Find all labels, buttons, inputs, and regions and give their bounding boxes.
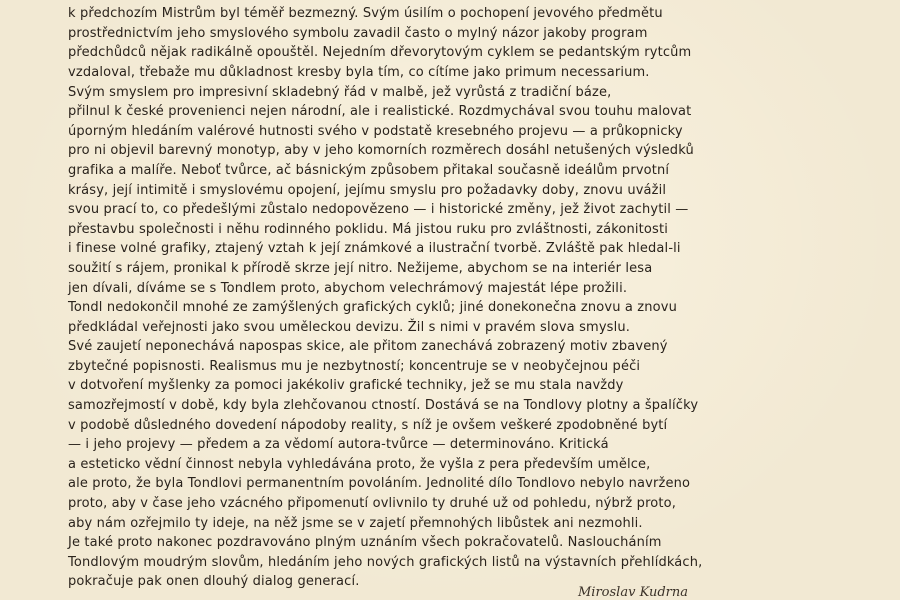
text-line: vzdaloval, třebaže mu důkladnost kresby byla tím, co cítíme jako primum necessarium.: [68, 65, 650, 80]
text-line: Tondl nedokončil mnohé ze zamýšlených grafických cyklů; jiné donekonečna znovu a znovu: [68, 300, 678, 315]
text-line: Tondlovým moudrým slovům, hledáním jeho nových grafických listů na výstavních přehlídkách,: [68, 555, 703, 570]
text-line: Svým smyslem pro impresivní skladebný řád v malbě, jež vyrůstá z tradiční báze,: [68, 85, 612, 100]
text-line: zbytečné popisnosti. Realismus mu je nezbytností; koncentruje se v neobyčejnou péči: [68, 359, 641, 374]
text-line: proto, aby v čase jeho vzácného připomenutí ovlivnilo ty druhé už od pohledu, nýbrž proto,: [68, 496, 677, 511]
text-line: a esteticko vědní činnost nebyla vyhledávána proto, že vyšla z pera především umělce,: [68, 457, 651, 472]
text-line: jen dívali, díváme se s Tondlem proto, abychom velechrámový majestát lépe prožili.: [68, 281, 628, 296]
text-line: v dotvoření myšlenky za pomoci jakékoliv grafické techniky, jež se mu stala navždy: [68, 378, 624, 393]
text-line: — i jeho projevy — předem a za vědomí autora-tvůrce — determinováno. Kritická: [68, 437, 609, 452]
text-line: předkládal veřejnosti jako svou uměleckou devizu. Žil s nimi v pravém slova smyslu.: [68, 320, 631, 335]
text-line: svou prací to, co předešlými zůstalo nedopovězeno — i historické změny, jež život zachytil —: [68, 202, 689, 217]
text-line: soužití s rájem, pronikal k přírodě skrze její nitro. Nežijeme, abychom se na interiér lesa: [68, 261, 653, 276]
text-line: ale proto, že byla Tondlovi permanentním povoláním. Jednolité dílo Tondlovo nebylo navrženo: [68, 476, 691, 491]
text-line: prostřednictvím jeho smyslového symbolu zavadil často o mylný názor jakoby program: [68, 26, 648, 41]
text-line: i finese volné grafiky, ztajený vztah k její známkové a ilustrační tvorbě. Zvláště pak hledal-li: [68, 241, 681, 256]
author-signature: Miroslav Kudrna: [578, 585, 689, 600]
text-line: v podobě důsledného dovedení nápodoby reality, s níž je ovšem veškeré zpodobněné bytí: [68, 418, 668, 433]
text-line: pokračuje pak onen dlouhý dialog generací.: [68, 574, 360, 589]
text-line: Své zaujetí neponechává napospas skice, ale přitom zanechává zobrazený motiv zbavený: [68, 339, 668, 354]
text-line: úporným hledáním valérové hutnosti svého v podstatě kresebného projevu — a průkopnicky: [68, 124, 683, 139]
text-line: k předchozím Mistrům byl téměř bezmezný. Svým úsilím o pochopení jevového předmětu: [68, 6, 663, 21]
text-line: přestavbu společnosti i něhu rodinného poklidu. Má jistou ruku pro zvláštnosti, zákonitosti: [68, 222, 668, 237]
text-line: aby nám ozřejmilo ty ideje, na něž jsme se v zajetí přemnohých libůstek ani nezmohli.: [68, 516, 643, 531]
text-line: předchůdců nějak radikálně opouštěl. Nejedním dřevorytovým cyklem se pedantským rytcům: [68, 45, 692, 60]
text-line: přilnul k české provenienci nejen národní, ale i realistické. Rozdmychával svou touhu malovat: [68, 104, 692, 119]
text-line: grafika a malíře. Neboť tvůrce, ač básnickým způsobem přitakal současně ideálům prvotní: [68, 163, 670, 178]
text-line: krásy, její intimitě i smyslovému opojení, jejímu smyslu pro požadavky doby, znovu uvážil: [68, 183, 667, 198]
text-line: Je také proto nakonec pozdravováno plným uznáním všech pokračovatelů. Nasloucháním: [68, 535, 662, 550]
text-line: samozřejmostí v době, kdy byla zlehčovanou ctností. Dostává se na Tondlovy plotny a špalíčky: [68, 398, 699, 413]
text-line: pro ni objevil barevný monotyp, aby v jeho komorních rozměrech dosáhl netušených výsledků: [68, 143, 694, 158]
